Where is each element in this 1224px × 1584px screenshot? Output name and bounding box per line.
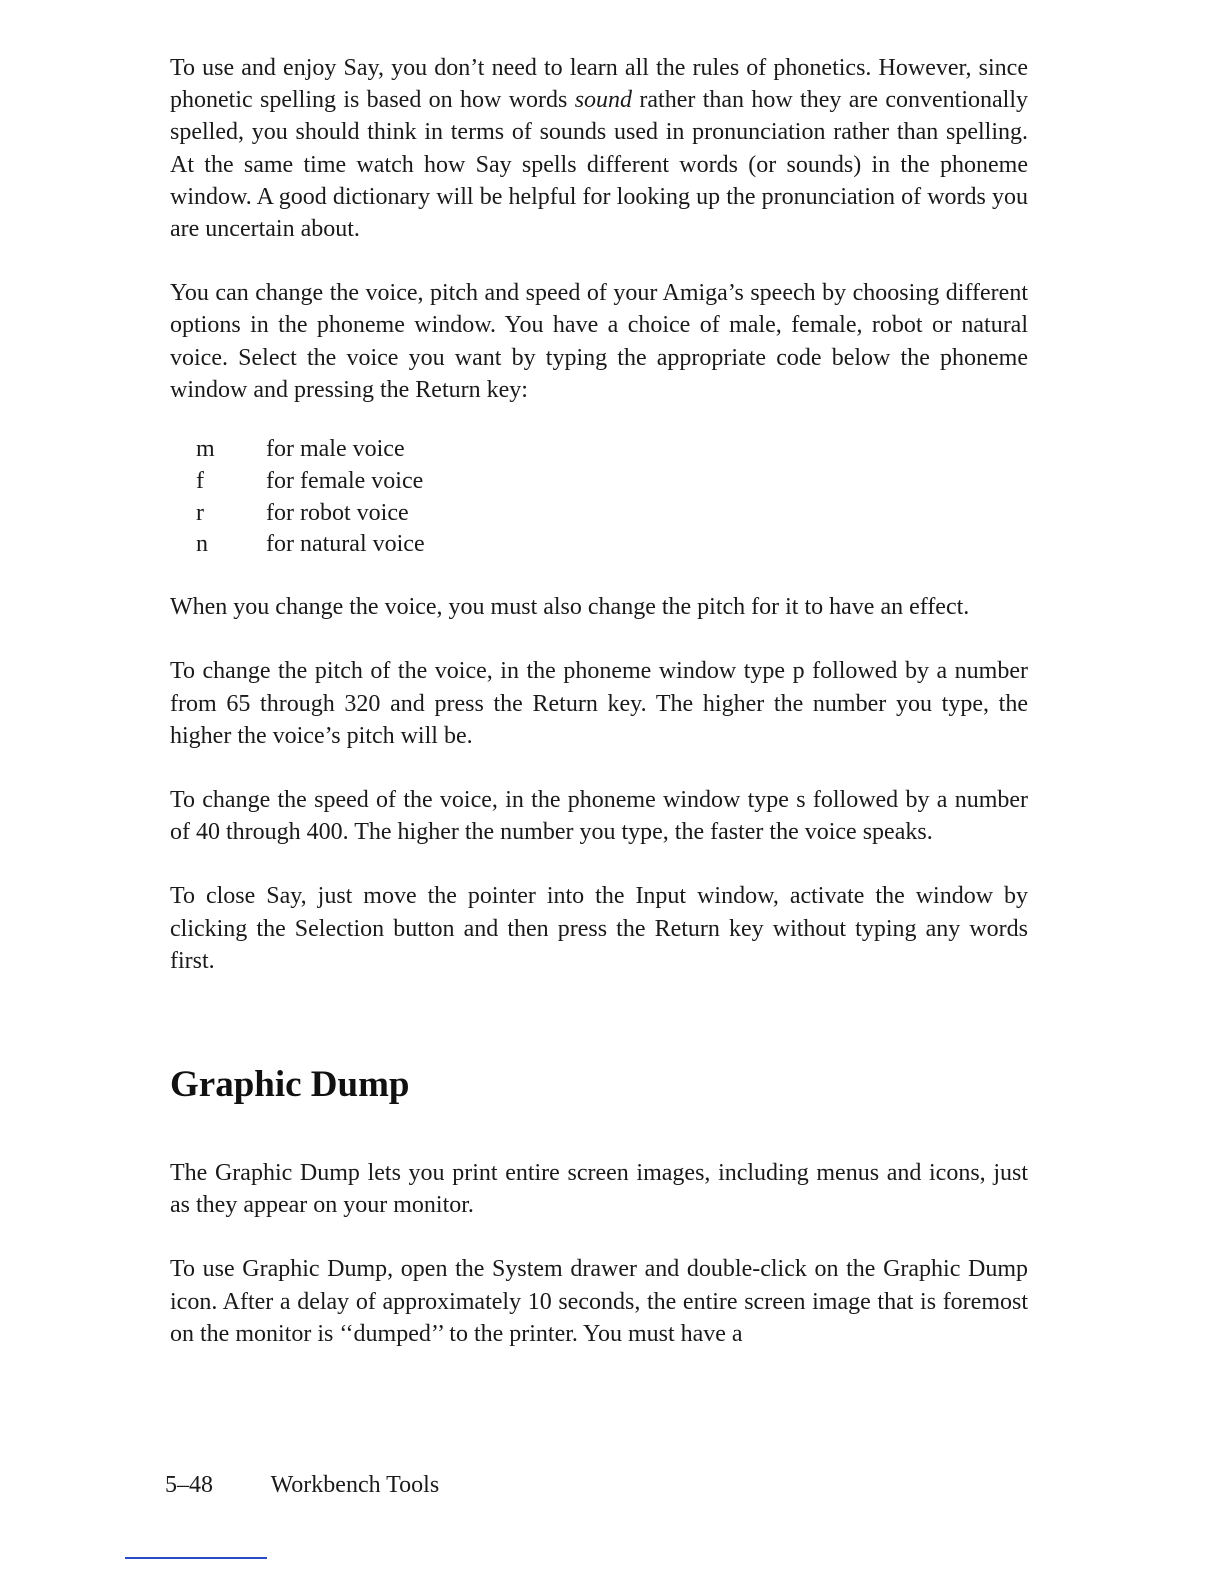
voice-code: m [196,436,215,463]
paragraph-voice-options: You can change the voice, pitch and speed of your Amiga’s speech by choosing different options in the phoneme window. You have a choice of male, female, robot or natural voice. Select the voice you want by typing the appropriate code below the phoneme window and pressing the Return key: [170,280,1028,403]
paragraph-graphic-dump-usage: To use Graphic Dump, open the System drawer and double-click on the Graphic Dump icon. After a delay of approximately 10 seconds, the entire screen image that is foremost on the monitor is ‘‘dumped’’ to the printer. You must have a [170,1256,1028,1347]
voice-description: for robot voice [266,499,409,526]
voice-code: r [196,499,204,526]
paragraph-change-voice: When you change the voice, you must also change the pitch for it to have an effect. [170,594,970,621]
voice-code: n [196,531,208,558]
list-item [170,498,1028,530]
paragraph-graphic-dump-intro: The Graphic Dump lets you print entire screen images, including menus and icons, just as they appear on your monitor. [170,1160,1028,1219]
page-footer [165,1470,439,1500]
voice-description: for natural voice [266,531,425,558]
voice-description: for female voice [266,467,424,494]
paragraph-change-speed: To change the speed of the voice, in the phoneme window type s followed by a number of 40 through 400. The higher the number you type, the faster the voice speaks. [170,787,1028,846]
list-item [170,529,1028,561]
list-item [170,434,1028,466]
chapter-title: Workbench Tools [270,1472,440,1498]
paragraph-close-say: To close Say, just move the pointer into the Input window, activate the window by clicking the Selection button and then press the Return key without typing any words first. [170,883,1028,974]
voice-code-list [170,434,1028,561]
emphasis-text: sound [574,87,633,114]
list-item [170,466,1028,498]
page-content [170,52,1028,1350]
voice-description: for male voice [266,436,405,463]
page-number: 5–48 [165,1472,213,1498]
paragraph-text: To use and enjoy Say, you don’t need to learn all the rules of phonetics. However, since phonetic spelling is based on how words [170,55,1028,114]
paragraph-change-pitch: To change the pitch of the voice, in the phoneme window type p followed by a number from 65 through 320 and press the Return key. The higher the number you type, the higher the voice’s pitch will be. [170,658,1028,749]
paragraph-phonetics [170,52,1028,245]
paragraph-text: rather than how they are conventionally spelled, you should think in terms of sounds used in pronunciation rather than spelling. At the same time watch how Say spells different words (or sounds) in the phoneme window. A good dictionary will be helpful for looking up the pronunciation of words you are uncertain about. [170,87,1028,243]
voice-code: f [196,467,204,494]
divider [125,1557,267,1559]
section-title: Graphic Dump [170,1064,410,1106]
